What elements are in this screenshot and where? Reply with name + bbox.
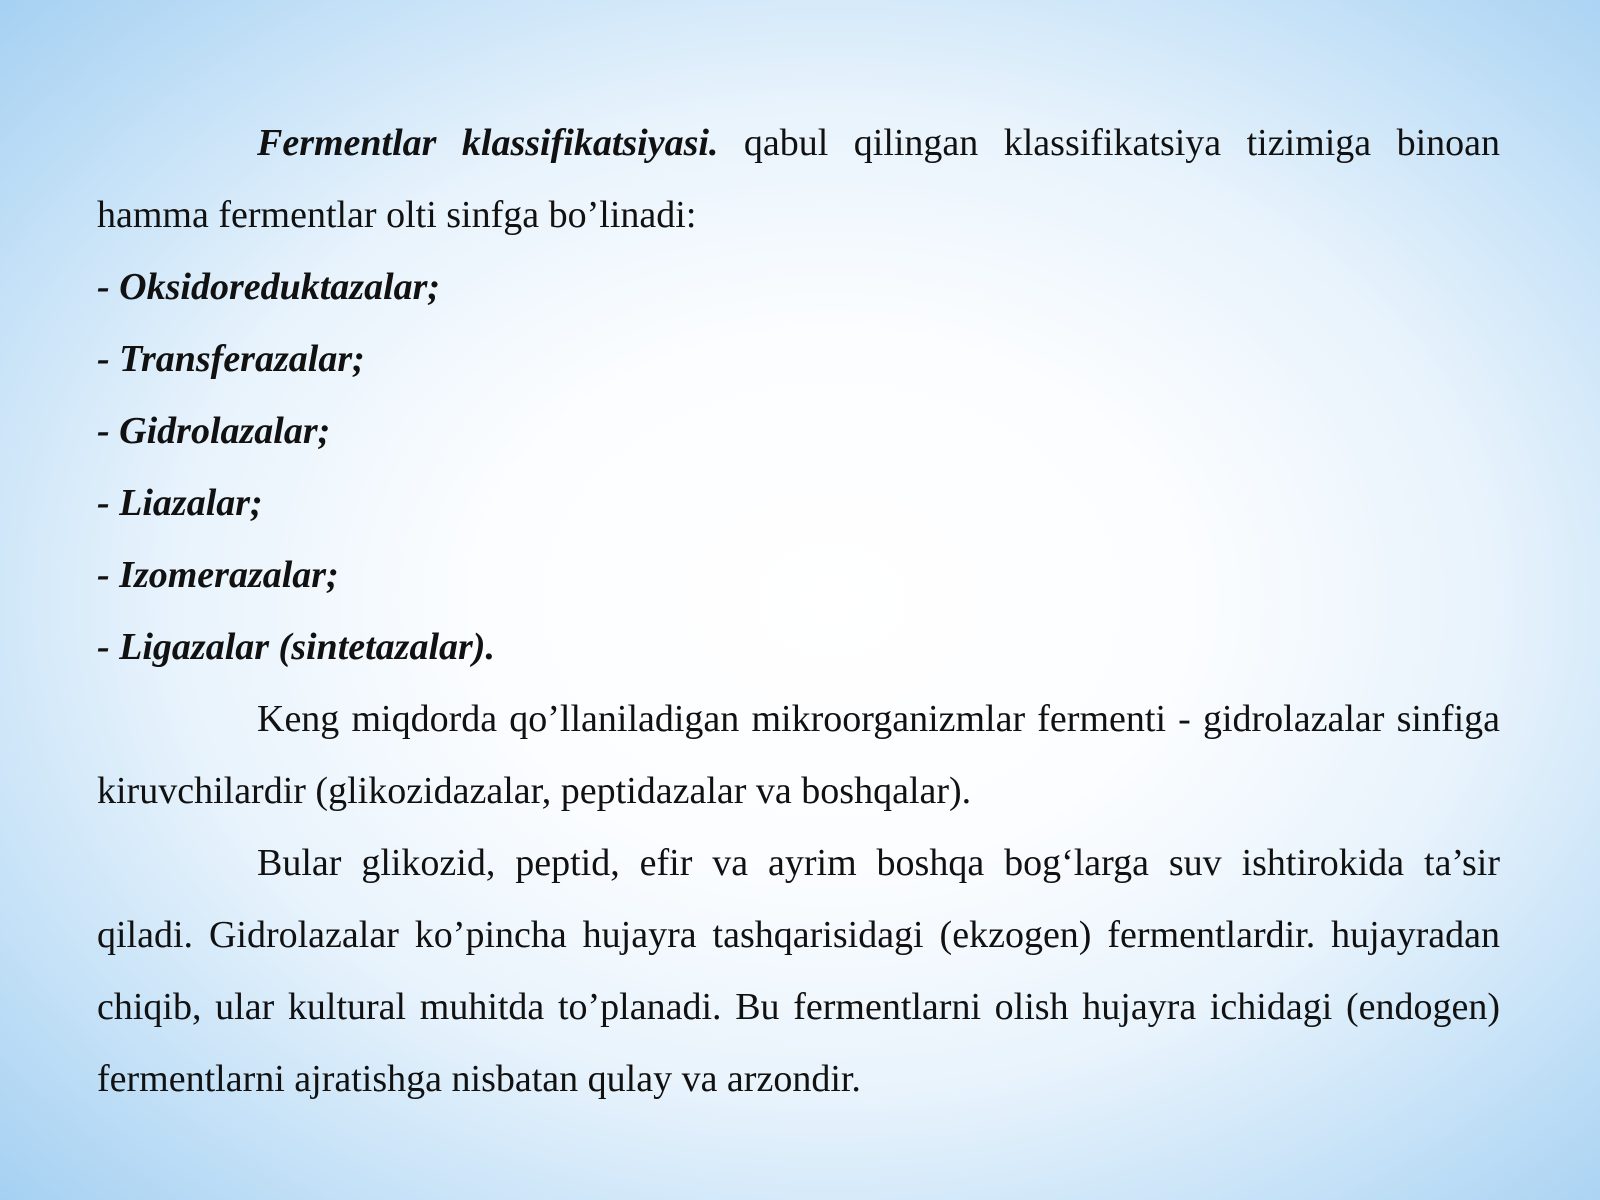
list-item-izomerazalar: - Izomerazalar; — [97, 554, 339, 596]
list-item-oksidoreduktazalar: - Oksidoreduktazalar; — [97, 266, 441, 308]
list-item-transferazalar: - Transferazalar; — [97, 338, 365, 380]
paragraph-action: Bular glikozid, peptid, efir va ayrim boshqa bog‘larga suv ishtirokida ta’sir qiladi. Gidrolazalar ko’pincha hujayra tashqarisidagi (ekzogen) fermentlardir. hujayradan chiqib, ular kultural muhitda to’planadi. Bu fermentlarni olish hujayra ichidagi (endogen) fermentlarni ajratishga nisbatan qulay va arzondir. — [97, 842, 1500, 1100]
paragraph-hydrolases: Keng miqdorda qo’llaniladigan mikroorganizmlar fermenti - gidrolazalar sinfiga kiruvchilardir (glikozidazalar, peptidazalar va boshqalar). — [97, 698, 1500, 812]
section-heading: Fermentlar klassifikatsiyasi. — [257, 122, 719, 164]
enzyme-class-list — [97, 251, 1500, 683]
slide-content — [97, 107, 1500, 1115]
intro-text: qabul qilingan klassifikatsiya tizimiga binoan hamma fermentlar olti sinfga bo’linadi: — [97, 122, 1501, 236]
intro-paragraph — [97, 107, 1500, 251]
list-item-gidrolazalar: - Gidrolazalar; — [97, 410, 331, 452]
list-item-ligazalar: - Ligazalar (sintetazalar). — [97, 626, 495, 668]
list-item-liazalar: - Liazalar; — [97, 482, 263, 524]
